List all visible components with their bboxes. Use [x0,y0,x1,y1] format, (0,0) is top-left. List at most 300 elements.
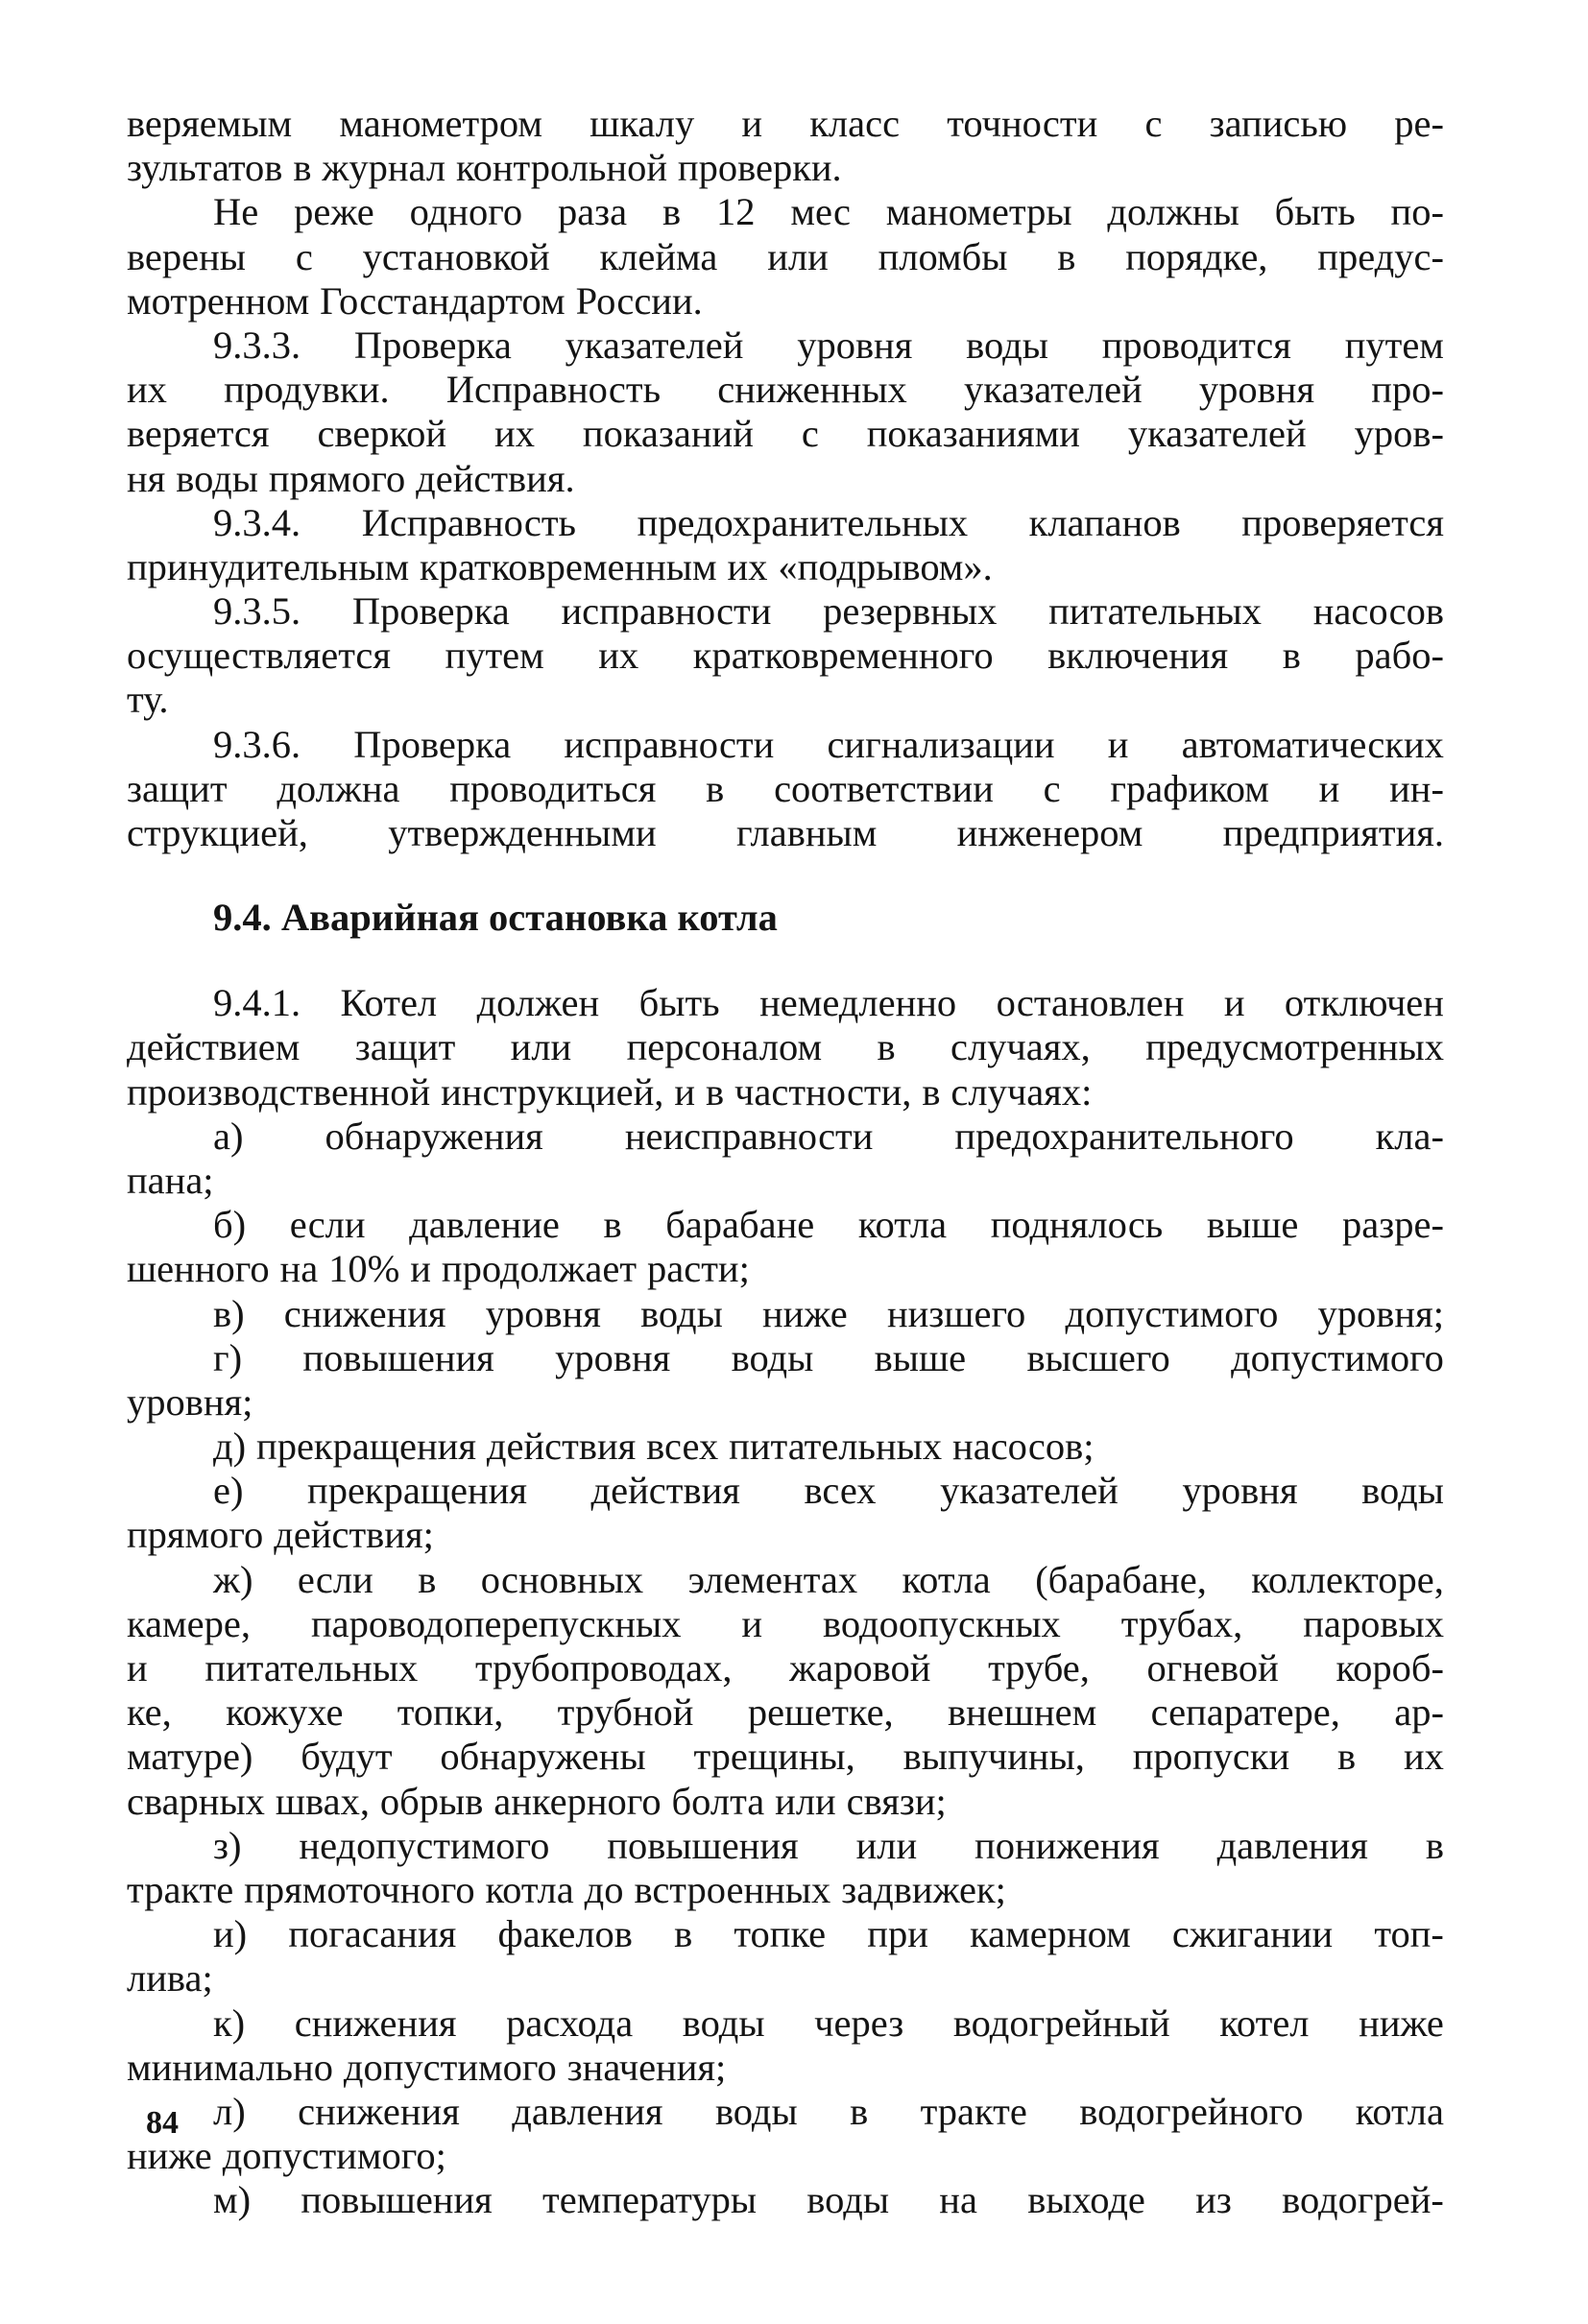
word: про- [1371,368,1444,412]
word: в) [213,1291,245,1335]
word: предохранительного [954,1114,1294,1158]
word: котла [902,1557,991,1601]
word: повышения [607,1823,799,1867]
text-line [127,723,1444,767]
word: графиком [1110,766,1269,810]
word: л) [213,2089,246,2133]
word: их [494,412,535,456]
word: через [814,2001,904,2045]
word: и) [213,1912,248,1956]
word: в [1057,234,1076,278]
word: исправности [564,722,775,766]
word: воды [966,323,1048,367]
word: водогрей- [1282,2178,1444,2222]
word: Проверка [351,589,510,634]
page-number: 84 [146,2105,179,2141]
word: внешнем [948,1690,1097,1735]
word: их [598,634,639,678]
word: класс [809,102,901,145]
word: должны [1107,190,1239,234]
word: топке [734,1912,827,1956]
word: в [877,1025,896,1069]
word: ке, [127,1690,172,1735]
word: ин- [1389,766,1444,810]
paragraph [127,1469,1444,1557]
word: сварных [127,1779,265,1823]
word: с [295,234,313,278]
word: значения; [566,2045,727,2089]
text-line [127,2178,1444,2222]
text-line [127,2134,1444,2178]
word: воды [1361,1469,1444,1513]
word: производственной [127,1069,431,1114]
text-line [127,368,1444,412]
word: предус- [1317,234,1444,278]
word: 9.4.1. [213,981,301,1025]
word: клейма [599,234,718,278]
paragraph [127,1203,1444,1291]
word: г) [213,1335,243,1379]
text-line [127,1780,1444,1824]
word: воды [731,1335,814,1379]
word: контрольной [456,146,667,190]
word: Проверка [353,323,512,367]
word: высшего [1026,1335,1170,1379]
word: уровня [555,1335,671,1379]
word: котел [1219,2001,1310,2045]
word: в [603,1203,622,1247]
word: предприятия. [1222,811,1444,854]
word: паровых [1303,1601,1444,1645]
word: веряемым [127,102,293,145]
word: разре- [1342,1203,1444,1247]
word: в [705,1069,725,1114]
word: продолжает [441,1247,638,1291]
word: указателей [963,368,1143,412]
word: выходе [1027,2178,1145,2222]
word: Госстандартом [320,278,565,323]
word: установкой [362,234,550,278]
word: низшего [886,1291,1026,1335]
word: прямого [127,1513,264,1557]
word: сверкой [317,412,447,456]
word: и [741,1601,763,1645]
word: давления [1216,1823,1368,1867]
text-line [127,1114,1444,1159]
text-line [127,190,1444,234]
word: отключен [1284,981,1444,1025]
word: пароводоперепускных [310,1601,682,1645]
word: и [410,1247,431,1291]
word: в [1337,1735,1357,1779]
word: обнаружения [325,1114,543,1158]
word: точности [947,102,1098,145]
word: будут [301,1735,393,1779]
word: прямоточного [244,1867,475,1911]
word: ня [127,456,166,500]
word: указателей [940,1469,1119,1513]
word: камере, [127,1601,251,1645]
word: проводиться [449,766,657,810]
word: манометром [339,102,542,145]
word: котла [857,1203,948,1247]
word: Исправность [445,368,662,412]
word: записью [1209,102,1348,145]
word: ту. [127,678,169,722]
paragraph [127,1824,1444,1912]
word: температуры [542,2178,758,2222]
word: проводится [1101,323,1291,367]
word: и [741,102,763,145]
text-line [127,1602,1444,1646]
text-line [127,235,1444,279]
text-line [127,1336,1444,1380]
paragraph [127,1558,1444,1824]
text-line [127,1425,1444,1469]
paragraph [127,589,1444,723]
word: всех [646,1425,719,1469]
word: 9.3.6. [213,722,301,766]
paragraph [127,2178,1444,2222]
word: факелов [497,1912,633,1956]
word: и [674,1069,696,1114]
word: воды [806,2178,890,2222]
word: исправности [561,589,772,634]
word: б) [213,1203,247,1247]
word: Исправность [361,500,577,544]
word: недопустимого [299,1823,550,1867]
word: 10% [328,1247,400,1291]
word: и [1223,981,1245,1025]
word: продувки. [224,368,390,412]
word: м) [213,2178,252,2222]
word: действия [590,1469,740,1513]
word: уровня [1182,1469,1298,1513]
text-line [127,1868,1444,1912]
paragraph [127,723,1444,856]
word: Котел [340,981,438,1025]
word: 9.3.4. [213,500,301,544]
word: минимально [127,2045,333,2089]
word: случаях: [950,1069,1093,1114]
word: на [939,2178,977,2222]
word: выше [1206,1203,1299,1247]
word: и [1318,766,1340,810]
text-line [127,279,1444,323]
word: воды [176,456,258,500]
word: проверяется [1241,500,1444,544]
word: расти; [647,1247,750,1291]
word: сжигании [1171,1912,1334,1956]
word: показаниями [866,412,1080,456]
word: связи; [846,1779,947,1823]
text-line [127,1956,1444,2001]
text-line [127,1824,1444,1868]
text-line [127,146,1444,190]
word: к) [213,2001,246,2045]
word: лива; [127,1956,213,2001]
word: прямого [268,456,406,500]
word: действием [127,1025,301,1069]
word: предохранительных [637,500,969,544]
word: в [418,1557,437,1601]
word: всех [804,1469,877,1513]
word: зультатов [127,146,283,190]
word: давление [409,1203,560,1247]
text-line [127,545,1444,589]
word: с [801,412,819,456]
word: главным [735,811,878,854]
word: снижения [294,2001,457,2045]
word: жаровой [789,1646,931,1689]
text-line [127,811,1444,855]
word: водоопускных [823,1601,1061,1645]
word: автоматических [1181,722,1444,766]
word: е) [213,1469,244,1513]
text-line [127,1469,1444,1513]
text-line [127,981,1444,1025]
word: рабо- [1355,634,1444,678]
word: повышения [302,1335,494,1379]
text-line [127,1558,1444,1602]
word: «подрывом». [778,544,993,588]
word: предусмотренных [1145,1025,1444,1069]
word: топ- [1374,1912,1444,1956]
word: трубах, [1120,1601,1243,1645]
word: утвержденными [388,811,657,854]
word: сигнализации [827,722,1055,766]
word: 9.3.3. [213,323,301,367]
word: или [767,234,829,278]
word: веряется [127,412,270,456]
word: выше [874,1335,967,1379]
text-line [127,1380,1444,1425]
word: насосов; [952,1425,1095,1469]
word: прекращения [256,1425,476,1469]
word: воды [714,2089,798,2133]
word: анкерного [493,1779,662,1823]
word: струкцией, [127,811,308,854]
word: уровня; [127,1379,253,1424]
text-line [127,1159,1444,1203]
word: ж) [213,1557,253,1601]
word: журнал [322,146,446,190]
word: принудительным [127,544,410,588]
text-line [127,2001,1444,2046]
word: обнаружены [440,1735,646,1779]
word: по- [1390,190,1444,234]
word: резервных [823,589,998,634]
word: пломбы [878,234,1008,278]
paragraph [127,1336,1444,1425]
word: в [1282,634,1301,678]
word: допустимого [1065,1291,1279,1335]
word: действия; [274,1513,434,1557]
paragraph [127,2001,1444,2090]
word: кла- [1375,1114,1444,1158]
word: уровня [797,323,913,367]
word: болта [671,1779,765,1823]
word: ар- [1394,1690,1444,1735]
word: питательных [729,1425,943,1469]
word: Проверка [353,722,512,766]
word: трубе, [988,1646,1090,1689]
text-line [127,2090,1444,2134]
word: поднялось [990,1203,1164,1247]
text-line [127,634,1444,678]
word: включения [1047,634,1229,678]
text-line [127,1646,1444,1690]
word: барабане [665,1203,815,1247]
word: в [1425,1823,1444,1867]
word: 9.3.5. [213,589,301,634]
paragraph [127,323,1444,501]
word: повышения [301,2178,493,2222]
text-line [127,457,1444,501]
word: сепаратере, [1150,1690,1340,1735]
word: России. [575,278,703,323]
word: 12 [715,190,756,234]
word: котла [485,1867,574,1911]
word: встроенных [634,1867,831,1911]
word: в [662,190,682,234]
word: или [855,1823,918,1867]
word: клапанов [1028,500,1181,544]
word: защит [354,1025,456,1069]
word: верены [127,234,246,278]
text-line [127,412,1444,456]
word: прекращения [307,1469,527,1513]
text-line [127,323,1444,368]
word: водогрейный [952,2001,1170,2045]
word: путем [1344,323,1444,367]
word: должна [277,766,400,810]
word: если [297,1557,373,1601]
word: проверки. [677,146,842,190]
paragraph [127,501,1444,589]
text-line [127,1912,1444,1956]
word: действия. [416,456,575,500]
word: из [1195,2178,1232,2222]
word: допустимого; [222,2134,446,2178]
word: давления [512,2089,663,2133]
word: реже [294,190,374,234]
word: неисправности [624,1114,874,1158]
word: раза [557,190,628,234]
text-line [127,1247,1444,1291]
word: выпучины, [902,1735,1085,1779]
document-page [127,102,1444,2222]
paragraph [127,102,1444,190]
word: кратковременного [692,634,994,678]
text-line [127,1690,1444,1735]
word: трубной [557,1690,694,1735]
text-line [127,1203,1444,1247]
word: короб- [1335,1646,1444,1689]
paragraph [127,1912,1444,2001]
word: быть [1274,190,1356,234]
word: задвижек; [841,1867,1006,1911]
word: снижения [298,2089,460,2133]
word: если [289,1203,366,1247]
word: указателей [565,323,744,367]
word: пана; [127,1158,214,1202]
word: коллекторе, [1251,1557,1444,1601]
word: допустимого [1231,1335,1444,1379]
word: на [279,1247,319,1291]
word: в [922,1069,941,1114]
word: воды [640,1291,723,1335]
word: швах, [275,1779,370,1823]
word: защит [127,766,228,810]
paragraph [127,190,1444,323]
word: воды [682,2001,765,2045]
word: мес [790,190,851,234]
word: трубопроводах, [474,1646,733,1689]
word: или [775,1779,836,1823]
word: а) [213,1114,244,1158]
word: соответствии [774,766,994,810]
word: в [850,2089,869,2133]
word: осуществляется [127,634,391,678]
word: расхода [506,2001,634,2045]
word: уров- [1354,412,1444,456]
paragraph [127,981,1444,1114]
word: насосов [1312,589,1444,634]
text-line [127,1513,1444,1557]
word: шенного [127,1247,270,1291]
word: случаях, [950,1025,1091,1069]
word: их [727,544,768,588]
word: топки, [397,1690,504,1735]
word: тракте [920,2089,1027,2133]
word: манометры [885,190,1072,234]
word: Не [213,190,259,234]
word: до [584,1867,624,1911]
word: решетке, [747,1690,894,1735]
word: понижения [974,1823,1160,1867]
word: шкалу [589,102,695,145]
word: допустимого [343,2045,557,2089]
word: матуре) [127,1735,253,1779]
word: сниженных [717,368,907,412]
word: при [867,1912,928,1956]
text-line [127,501,1444,545]
word: з) [213,1823,242,1867]
word: уровня [485,1291,601,1335]
text-line [127,1292,1444,1336]
word: элементах [687,1557,858,1601]
word: показаний [582,412,754,456]
text-line [127,1025,1444,1069]
word: мотренном [127,278,310,323]
word: (барабане, [1035,1557,1207,1601]
word: действия [486,1425,637,1469]
text-line [127,2046,1444,2090]
word: тракте [127,1867,234,1911]
word: инженером [956,811,1143,854]
word: порядке, [1125,234,1268,278]
text-line [127,678,1444,722]
word: или [510,1025,572,1069]
word: уровня; [1317,1291,1444,1335]
word: ре- [1394,102,1444,145]
text-line [127,102,1444,146]
word: камерном [970,1912,1131,1956]
word: погасания [288,1912,457,1956]
word: д) [213,1425,247,1469]
paragraph [127,1425,1444,1469]
